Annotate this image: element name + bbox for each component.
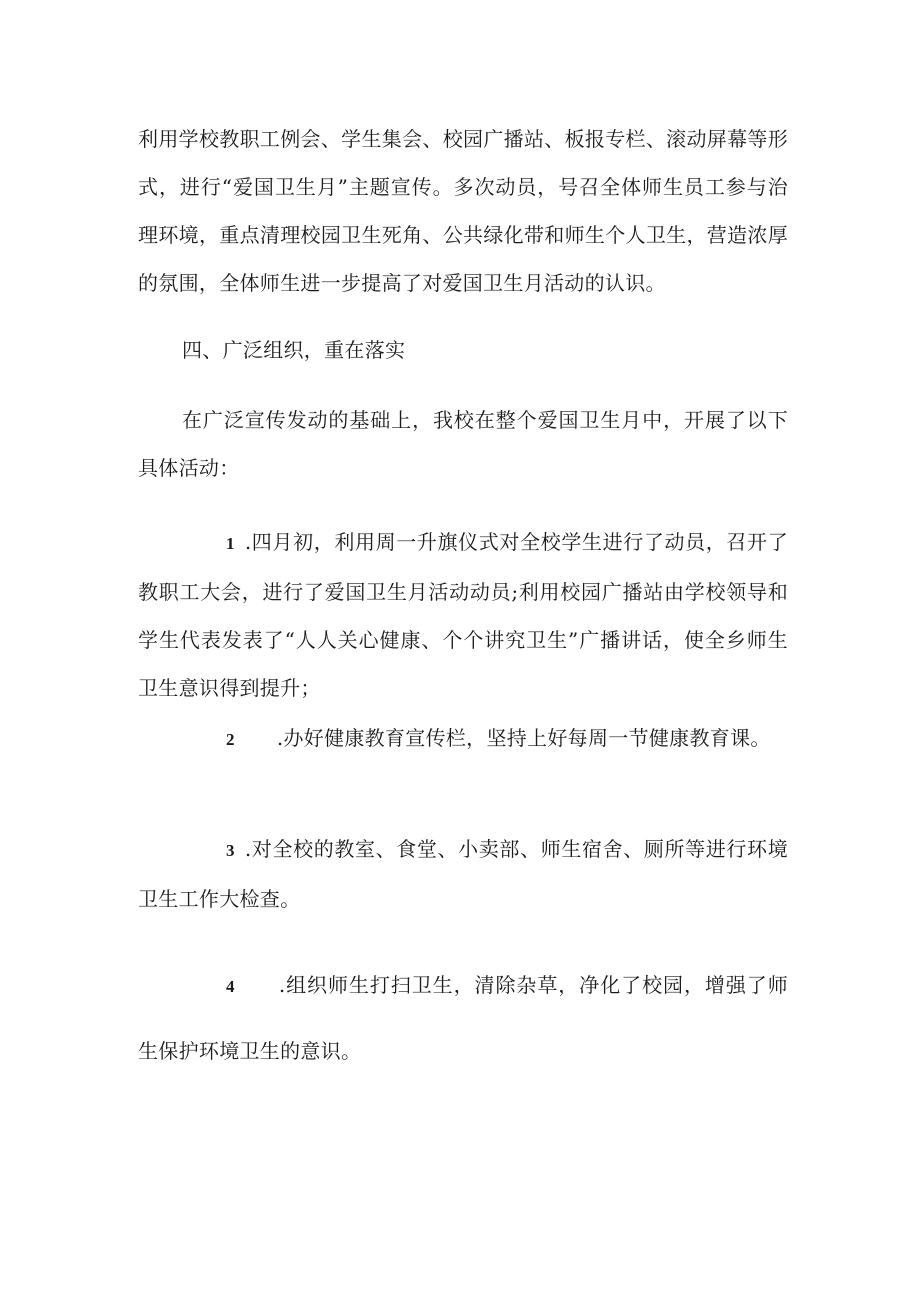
list-item-text: .四月初，利用周一升旗仪式对全校学生进行了动员，召开了教职工大会，进行了爱国卫生月活动动员;利用校园广播站由学校领导和学生代表发表了“人人关心健康、个个讲究卫生”广播讲话，使全乡师生卫生意识得到提升；: [138, 530, 788, 700]
paragraph-activities-intro: 在广泛宣传发动的基础上，我校在整个爱国卫生月中，开展了以下具体活动：: [138, 408, 788, 480]
list-item-text: .对全校的教室、食堂、小卖部、师生宿舍、厕所等进行环境卫生工作大检查。: [138, 837, 788, 911]
list-item-text: .办好健康教育宣传栏，坚持上好每周一节健康教育课。: [276, 726, 771, 750]
paragraph-intro: 利用学校教职工例会、学生集会、校园广播站、板报专栏、滚动屏幕等形式，进行“爱国卫生月”主题宣传。多次动员，号召全体师生员工参与治理环境，重点清理校园卫生死角、公共绿化带和师生个人卫生，营造浓厚的氛围，全体师生进一步提高了对爱国卫生月活动的认识。: [138, 127, 788, 295]
list-item-1: [138, 518, 788, 712]
list-item-3: [138, 825, 788, 923]
section-heading-4: 四、广泛组织，重在落实: [182, 338, 406, 362]
list-item-number: 1: [226, 534, 235, 553]
list-item-4: [138, 953, 788, 1083]
list-item-number: 3: [226, 841, 235, 860]
list-item-2: [138, 714, 788, 764]
list-item-number: 2: [226, 730, 235, 749]
list-item-text: .组织师生打扫卫生，清除杂草，净化了校园，增强了师生保护环境卫生的意识。: [138, 973, 788, 1063]
list-item-number: 4: [226, 977, 235, 996]
